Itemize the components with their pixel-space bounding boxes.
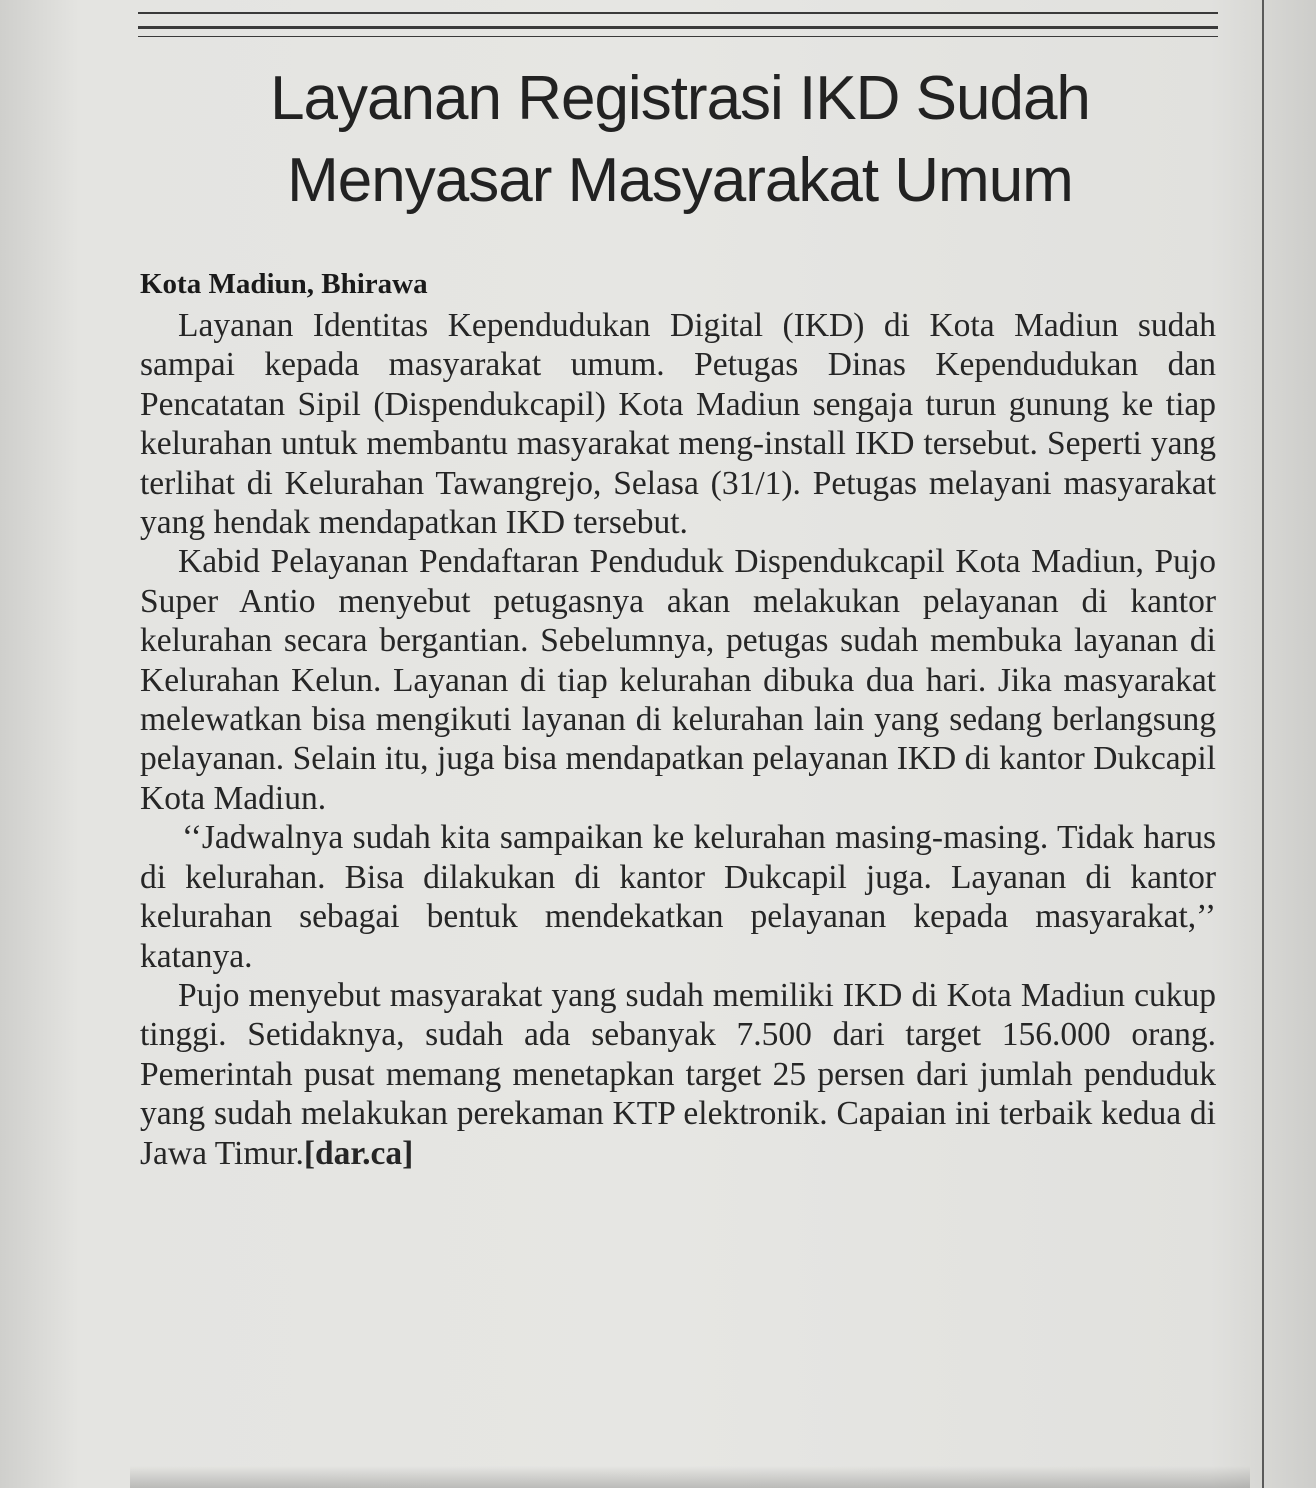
paragraph-2: Kabid Pelayanan Pendaftaran Penduduk Dispendukcapil Kota Madiun, Pujo Super Antio menyebut petugasnya akan melakukan pelayanan di kantor kelurahan secara bergantian. Sebelumnya, petugas sudah membuka layanan di Kelurahan Kelun. Layanan di tiap kelurahan dibuka dua hari. Jika masyarakat melewatkan bisa mengikuti layanan di kelurahan lain yang sedang berlangsung pelayanan. Selain itu, juga bisa mendapatkan pelayanan IKD di kantor Dukcapil Kota Madiun.	[140, 543, 1216, 817]
top-rule	[138, 12, 1218, 14]
next-article-cutoff	[130, 1466, 1250, 1488]
top-rule-thin	[138, 36, 1218, 37]
headline	[150, 58, 1210, 222]
paragraph-3: ‘‘Jadwalnya sudah kita sampaikan ke kelurahan masing-masing. Tidak harus di kelurahan. Bisa dilakukan di kantor Dukcapil juga. Layanan di kantor kelurahan sebagai bentuk mendekatkan pelayanan kepada masyarakat,’’ katanya.	[140, 819, 1216, 975]
paragraph-1: Layanan Identitas Kependudukan Digital (IKD) di Kota Madiun sudah sampai kepada masyarakat umum. Petugas Dinas Kependudukan dan Pencatatan Sipil (Dispendukcapil) Kota Madiun sengaja turun gunung ke tiap kelurahan untuk membantu masyarakat meng-install IKD tersebut. Seperti yang terlihat di Kelurahan Tawangrejo, Selasa (31/1). Petugas melayani masyarakat yang hendak mendapatkan IKD tersebut.	[140, 307, 1216, 542]
paragraph-4	[140, 976, 1216, 1173]
dateline: Kota Madiun, Bhirawa	[140, 268, 428, 300]
article-body	[140, 266, 1216, 1173]
column-divider	[1262, 0, 1264, 1488]
headline-line-1: Layanan Registrasi IKD Sudah	[270, 64, 1090, 133]
author-tag: [dar.ca]	[303, 1134, 414, 1172]
headline-line-2: Menyasar Masyarakat Umum	[287, 146, 1073, 215]
top-rule-thick	[138, 26, 1218, 29]
paragraph-4-text: Pujo menyebut masyarakat yang sudah memiliki IKD di Kota Madiun cukup tinggi. Setidaknya, sudah ada sebanyak 7.500 dari target 156.000 orang. Pemerintah pusat memang menetapkan target 25 persen dari jumlah penduduk yang sudah melakukan perekaman KTP elektronik. Capaian ini terbaik kedua di Jawa Timur.	[140, 976, 1216, 1172]
